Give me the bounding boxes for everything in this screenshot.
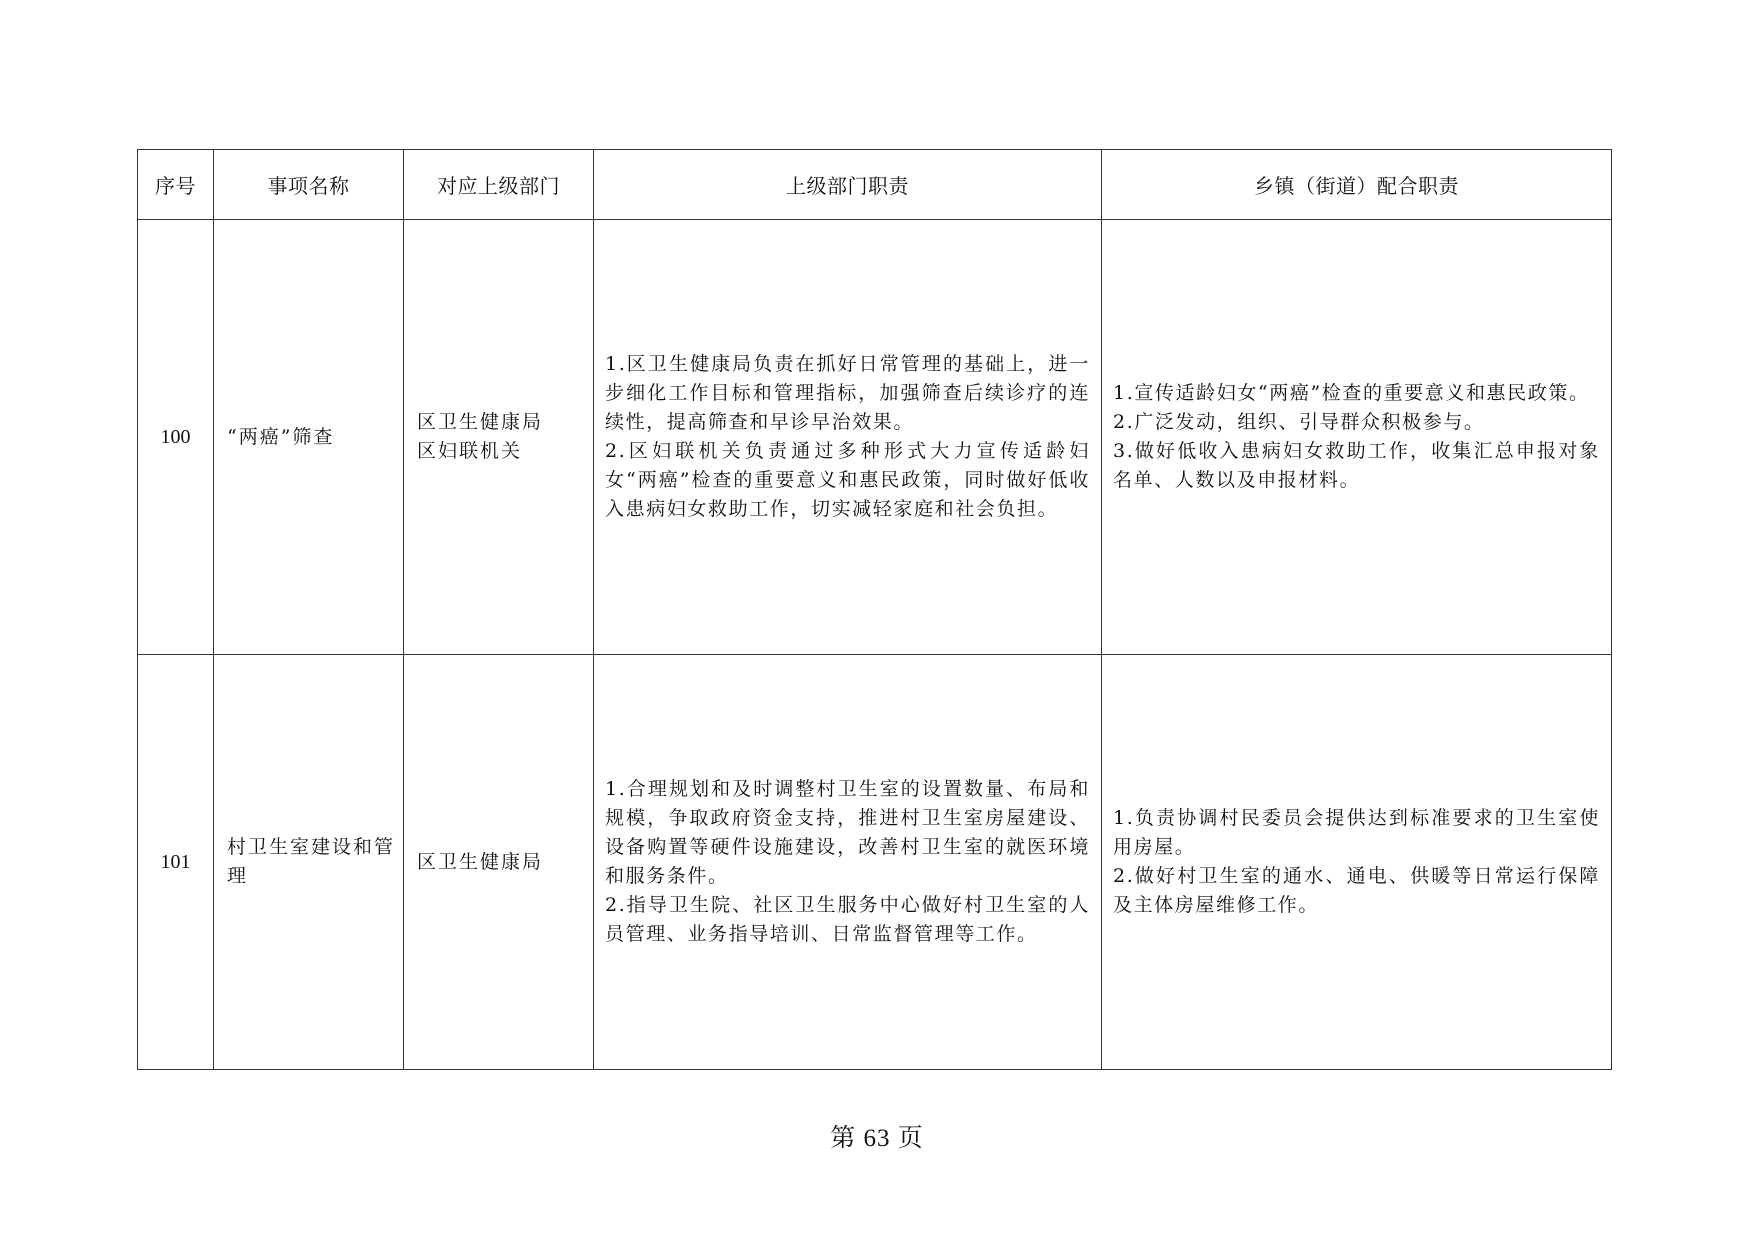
coop-item: 2.广泛发动，组织、引导群众积极参与。	[1113, 411, 1485, 433]
row-name	[214, 220, 404, 655]
coop-item: 1.宣传适龄妇女“两癌”检查的重要意义和惠民政策。	[1113, 382, 1590, 404]
header-dept: 对应上级部门	[404, 150, 594, 220]
row-no: 101	[138, 655, 214, 1070]
name-line: “两癌”筛查	[227, 425, 335, 448]
duty-item: 2.指导卫生院、社区卫生服务中心做好村卫生室的人员管理、业务指导培训、日常监督管理等工作。	[605, 894, 1090, 945]
coop-item: 1.负责协调村民委员会提供达到标准要求的卫生室使用房屋。	[1113, 807, 1600, 858]
table-header-row	[138, 150, 1612, 220]
dept-line: 区卫生健康局	[417, 850, 544, 873]
table-row	[138, 655, 1612, 1070]
row-duty	[594, 655, 1102, 1070]
duty-item: 1.区卫生健康局负责在抓好日常管理的基础上，进一步细化工作目标和管理指标，加强筛查后续诊疗的连续性，提高筛查和早诊早治效果。	[605, 353, 1090, 433]
header-coop: 乡镇（街道）配合职责	[1102, 150, 1612, 220]
row-dept	[404, 220, 594, 655]
header-duty: 上级部门职责	[594, 150, 1102, 220]
row-no: 100	[138, 220, 214, 655]
row-coop	[1102, 655, 1612, 1070]
header-name: 事项名称	[214, 150, 404, 220]
dept-line: 区妇联机关	[417, 440, 523, 462]
header-no: 序号	[138, 150, 214, 220]
coop-item: 2.做好村卫生室的通水、通电、供暖等日常运行保障及主体房屋维修工作。	[1113, 865, 1600, 916]
row-duty	[594, 220, 1102, 655]
duty-item: 2.区妇联机关负责通过多种形式大力宣传适龄妇女“两癌”检查的重要意义和惠民政策，同时做好低收入患病妇女救助工作，切实减轻家庭和社会负担。	[605, 440, 1090, 520]
page-number: 第 63 页	[830, 1125, 924, 1152]
row-coop	[1102, 220, 1612, 655]
row-dept	[404, 655, 594, 1070]
duties-table	[137, 149, 1612, 1070]
name-line: 村卫生室建设和管理	[227, 836, 396, 887]
dept-line: 区卫生健康局	[417, 411, 544, 433]
row-name	[214, 655, 404, 1070]
duty-item: 1.合理规划和及时调整村卫生室的设置数量、布局和规模，争取政府资金支持，推进村卫生室房屋建设、设备购置等硬件设施建设，改善村卫生室的就医环境和服务条件。	[605, 778, 1090, 887]
coop-item: 3.做好低收入患病妇女救助工作，收集汇总申报对象名单、人数以及申报材料。	[1113, 440, 1600, 491]
table-row	[138, 220, 1612, 655]
